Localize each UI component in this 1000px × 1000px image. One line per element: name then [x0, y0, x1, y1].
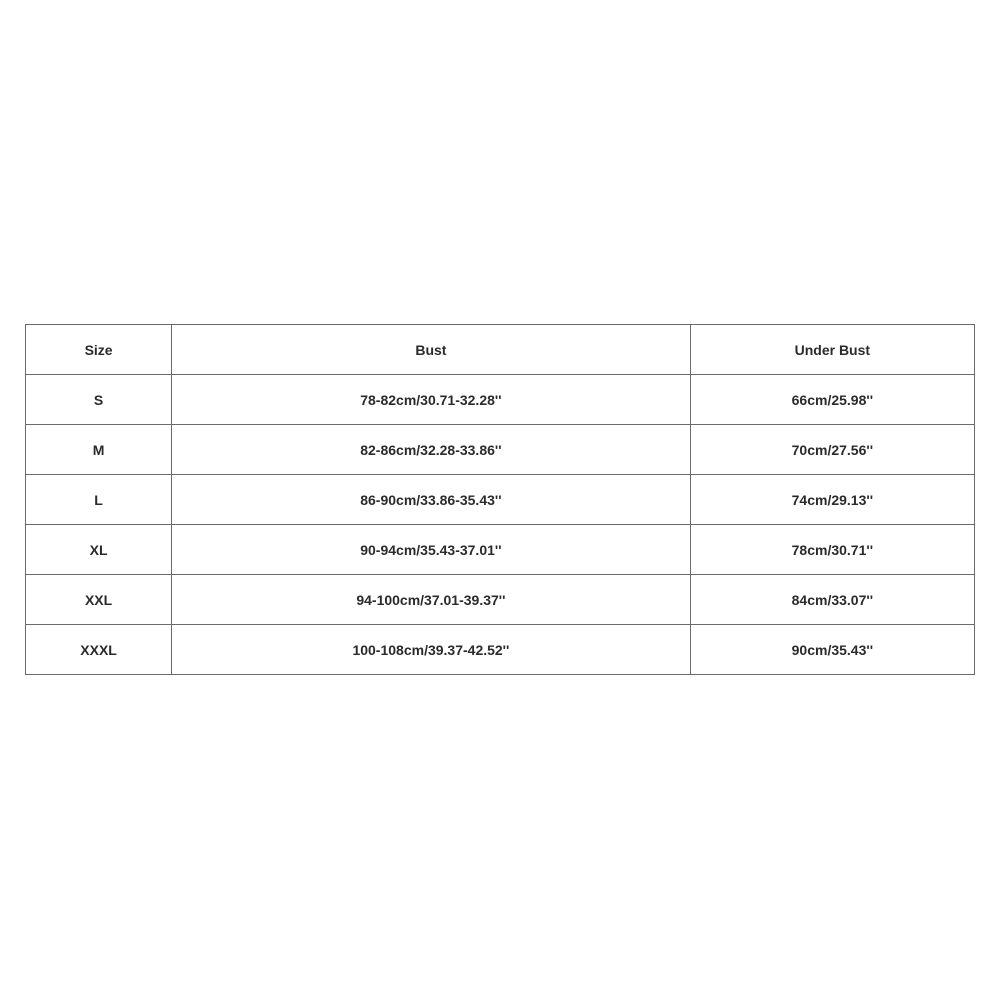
bust-cell: 78-82cm/30.71-32.28'' — [172, 375, 691, 425]
under-bust-cell: 70cm/27.56'' — [690, 425, 974, 475]
size-cell: XL — [26, 525, 172, 575]
under-bust-cell: 66cm/25.98'' — [690, 375, 974, 425]
size-cell: M — [26, 425, 172, 475]
bust-cell: 94-100cm/37.01-39.37'' — [172, 575, 691, 625]
size-cell: S — [26, 375, 172, 425]
size-cell: L — [26, 475, 172, 525]
under-bust-cell: 74cm/29.13'' — [690, 475, 974, 525]
under-bust-cell: 90cm/35.43'' — [690, 625, 974, 675]
size-cell: XXL — [26, 575, 172, 625]
table-row — [26, 425, 975, 475]
table-header-row — [26, 325, 975, 375]
header-under-bust: Under Bust — [690, 325, 974, 375]
header-bust: Bust — [172, 325, 691, 375]
table-row — [26, 475, 975, 525]
under-bust-cell: 84cm/33.07'' — [690, 575, 974, 625]
header-size: Size — [26, 325, 172, 375]
table-row — [26, 375, 975, 425]
size-cell: XXXL — [26, 625, 172, 675]
under-bust-cell: 78cm/30.71'' — [690, 525, 974, 575]
bust-cell: 86-90cm/33.86-35.43'' — [172, 475, 691, 525]
table-row — [26, 525, 975, 575]
table-row — [26, 575, 975, 625]
size-chart-table — [25, 324, 975, 675]
bust-cell: 100-108cm/39.37-42.52'' — [172, 625, 691, 675]
table-row — [26, 625, 975, 675]
bust-cell: 82-86cm/32.28-33.86'' — [172, 425, 691, 475]
bust-cell: 90-94cm/35.43-37.01'' — [172, 525, 691, 575]
